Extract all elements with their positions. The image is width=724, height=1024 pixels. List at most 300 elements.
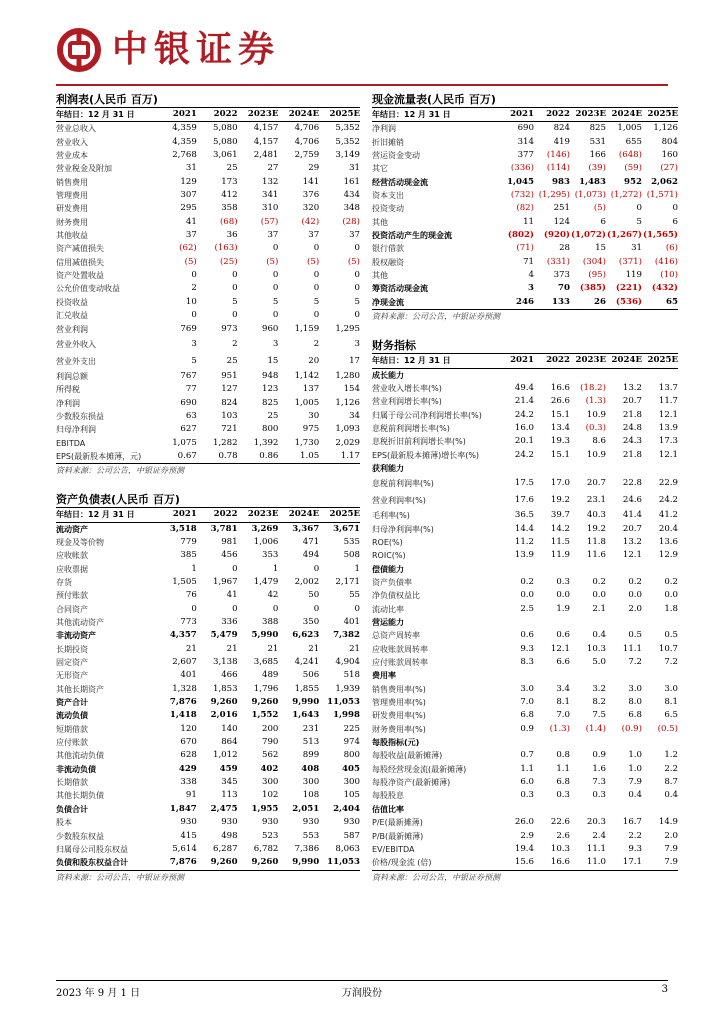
table-row bbox=[372, 269, 678, 282]
value-cell: 4,904 bbox=[335, 657, 360, 668]
row-label: 信用减值损失 bbox=[56, 257, 104, 267]
table-row bbox=[56, 669, 360, 682]
row-label: 息税前利润率(%) bbox=[372, 479, 434, 489]
value-cell: 2,768 bbox=[172, 150, 197, 161]
value-cell: 535 bbox=[343, 536, 360, 547]
row-label: 价格/现金流 (倍) bbox=[372, 856, 498, 870]
value-cell: 1,295 bbox=[335, 323, 360, 334]
value-cell: 24.2 bbox=[514, 449, 534, 460]
value-cell: 42 bbox=[267, 590, 279, 601]
value-cell: 9,990 bbox=[278, 856, 319, 870]
row-label: 归母净利润率(%) bbox=[372, 524, 434, 534]
value-cell: 587 bbox=[343, 830, 360, 841]
value-cell: 19.2 bbox=[586, 523, 606, 534]
value-cell: 17.1 bbox=[606, 856, 642, 870]
table-row bbox=[56, 776, 360, 789]
value-cell: 6,287 bbox=[212, 843, 238, 854]
table-row bbox=[56, 353, 360, 370]
row-label: 公允价值变动收益 bbox=[56, 284, 120, 294]
value-cell: (802) bbox=[507, 230, 534, 241]
value-cell: 31 bbox=[631, 243, 642, 254]
value-cell: 70 bbox=[558, 283, 570, 294]
value-cell: (5) bbox=[347, 256, 360, 267]
value-cell: 123 bbox=[261, 384, 279, 395]
value-cell: (304) bbox=[582, 256, 606, 267]
value-cell: 11.6 bbox=[586, 550, 606, 561]
balance-sheet-table bbox=[56, 508, 360, 870]
value-cell: 3.0 bbox=[664, 683, 678, 694]
value-cell: 21.8 bbox=[622, 449, 642, 460]
table-row bbox=[372, 830, 678, 843]
value-cell: 434 bbox=[343, 190, 360, 201]
cash-flow-source-note: 资料来源：公司公告，中银证券预测 bbox=[372, 312, 500, 322]
header-year-cell: 2024E bbox=[606, 354, 642, 368]
value-cell: 12.1 bbox=[658, 449, 678, 460]
value-cell: 200 bbox=[261, 723, 279, 734]
value-cell: 975 bbox=[302, 424, 320, 435]
value-cell: 0.9 bbox=[592, 750, 606, 761]
value-cell: 7.9 bbox=[628, 777, 642, 788]
table-row bbox=[56, 589, 360, 602]
value-cell: 3,685 bbox=[253, 657, 279, 668]
value-cell: 8.6 bbox=[592, 436, 606, 447]
value-cell: 12.9 bbox=[658, 550, 678, 561]
value-cell: 300 bbox=[302, 777, 320, 788]
table-row bbox=[372, 242, 678, 255]
value-cell: 17.5 bbox=[514, 478, 534, 489]
value-cell: 173 bbox=[221, 176, 238, 187]
value-cell: 627 bbox=[180, 424, 197, 435]
value-cell: 0 bbox=[272, 310, 279, 321]
value-cell: 127 bbox=[221, 384, 238, 395]
value-cell: 690 bbox=[180, 397, 197, 408]
value-cell: 16.0 bbox=[514, 422, 534, 433]
row-label: 银行借款 bbox=[372, 244, 404, 254]
value-cell: 21 bbox=[349, 643, 360, 654]
value-cell bbox=[570, 616, 606, 629]
value-cell: 2.6 bbox=[556, 830, 570, 841]
value-cell: 22.9 bbox=[658, 478, 678, 489]
value-cell: 19.3 bbox=[550, 436, 570, 447]
value-cell: 864 bbox=[221, 737, 238, 748]
value-cell: 388 bbox=[261, 617, 279, 627]
value-cell: 5,614 bbox=[172, 843, 197, 854]
value-cell: 15 bbox=[267, 355, 279, 366]
value-cell: 8.2 bbox=[592, 697, 606, 708]
table-row bbox=[372, 523, 678, 536]
table-row bbox=[56, 563, 360, 576]
value-cell: 0 bbox=[232, 310, 238, 321]
value-cell: 5,352 bbox=[335, 136, 360, 147]
value-cell bbox=[606, 669, 642, 682]
value-cell: 6.0 bbox=[520, 777, 534, 788]
row-label: 少数股东损益 bbox=[56, 411, 104, 421]
value-cell: 20.7 bbox=[622, 523, 642, 534]
value-cell: 508 bbox=[343, 550, 360, 561]
value-cell bbox=[642, 616, 678, 629]
value-cell: 314 bbox=[517, 136, 534, 147]
table-row bbox=[56, 136, 360, 149]
value-cell: (1,571) bbox=[646, 190, 678, 201]
header-year-cell: 2022 bbox=[197, 108, 238, 122]
value-cell: 800 bbox=[261, 424, 279, 435]
value-cell: 4,359 bbox=[172, 123, 197, 134]
table-row bbox=[372, 256, 678, 269]
value-cell: 1,939 bbox=[335, 683, 360, 694]
value-cell: (1,267) bbox=[606, 230, 642, 241]
header-year-cell: 2022 bbox=[534, 354, 570, 368]
row-label: 非流动负债 bbox=[56, 764, 96, 774]
value-cell: 951 bbox=[221, 370, 238, 381]
value-cell: 295 bbox=[180, 203, 197, 214]
value-cell: 2,002 bbox=[294, 576, 320, 587]
value-cell: 22.8 bbox=[622, 478, 642, 489]
value-cell: 1.2 bbox=[664, 750, 678, 761]
value-cell: 2,029 bbox=[335, 437, 360, 448]
value-cell: 0.67 bbox=[156, 450, 197, 464]
row-label: 销售费用 bbox=[56, 177, 88, 187]
value-cell: 15.1 bbox=[550, 449, 570, 460]
value-cell: 1,418 bbox=[169, 710, 197, 721]
value-cell: (5) bbox=[184, 256, 197, 267]
value-cell: 12.1 bbox=[550, 643, 570, 654]
row-label: 销售费用率(%) bbox=[372, 684, 426, 694]
page-footer bbox=[56, 984, 668, 1000]
value-cell: 37 bbox=[267, 230, 279, 241]
value-cell: 7,382 bbox=[333, 630, 360, 641]
cash-flow-table bbox=[372, 108, 678, 310]
value-cell: 1,967 bbox=[212, 576, 238, 587]
value-cell: (336) bbox=[510, 163, 534, 174]
table-row bbox=[372, 656, 678, 669]
table-row bbox=[56, 536, 360, 549]
value-cell: (5) bbox=[266, 256, 279, 267]
value-cell bbox=[606, 368, 642, 382]
value-cell: 0.3 bbox=[592, 790, 606, 801]
value-cell: 20.7 bbox=[622, 396, 642, 407]
value-cell: 3.2 bbox=[592, 683, 606, 694]
value-cell: 34 bbox=[349, 410, 360, 421]
row-label: 应收账款周转率 bbox=[372, 644, 428, 654]
value-cell: 3 bbox=[354, 338, 360, 349]
table-row bbox=[56, 683, 360, 696]
value-cell bbox=[498, 803, 534, 816]
header-year-cell: 2023E bbox=[238, 108, 279, 122]
value-cell: 628 bbox=[180, 750, 197, 761]
value-cell: 13.2 bbox=[622, 536, 642, 547]
value-cell: 14.9 bbox=[658, 817, 678, 828]
value-cell: 20.7 bbox=[586, 478, 606, 489]
value-cell: 24.2 bbox=[514, 409, 534, 420]
value-cell: 4,706 bbox=[294, 123, 320, 134]
value-cell: 37 bbox=[185, 230, 197, 241]
value-cell: 40.3 bbox=[586, 510, 606, 521]
row-label: EPS(最新股本摊薄)增长率(%) bbox=[372, 450, 480, 460]
value-cell: 24.6 bbox=[622, 495, 642, 506]
row-label: 营业收入增长率(%) bbox=[372, 383, 442, 393]
value-cell: 166 bbox=[589, 150, 606, 161]
balance-source-note: 资料来源：公司公告，中银证券预测 bbox=[56, 872, 184, 882]
value-cell: 930 bbox=[180, 817, 197, 828]
table-row bbox=[56, 789, 360, 802]
value-cell: 930 bbox=[302, 817, 320, 828]
value-cell bbox=[606, 736, 642, 749]
value-cell: 11.8 bbox=[586, 536, 606, 547]
value-cell: 983 bbox=[552, 176, 570, 187]
value-cell: 6,623 bbox=[292, 630, 320, 641]
value-cell: 2.0 bbox=[664, 830, 678, 841]
value-cell: 1,392 bbox=[253, 437, 279, 448]
value-cell bbox=[606, 803, 642, 816]
value-cell: 824 bbox=[553, 123, 570, 134]
value-cell: 0 bbox=[272, 603, 279, 614]
table-row bbox=[56, 423, 360, 436]
row-label: 息税折旧前利润增长率(%) bbox=[372, 437, 466, 447]
value-cell: (71) bbox=[516, 243, 534, 254]
table-row bbox=[56, 549, 360, 562]
value-cell: 412 bbox=[221, 190, 238, 201]
row-label: 营业外收入 bbox=[56, 339, 96, 349]
footer-divider bbox=[56, 980, 668, 981]
value-cell: 19.4 bbox=[514, 843, 534, 854]
row-label: 股权融资 bbox=[372, 257, 404, 267]
row-label: 净现金流 bbox=[372, 296, 498, 310]
value-cell: 300 bbox=[343, 777, 360, 788]
row-label: 净利润 bbox=[372, 124, 396, 134]
value-cell: 1.0 bbox=[628, 750, 642, 761]
table-row bbox=[56, 763, 360, 776]
financial-ratios-table bbox=[372, 354, 678, 870]
value-cell: 1.05 bbox=[278, 450, 319, 464]
table-row bbox=[56, 576, 360, 589]
value-cell: 13.7 bbox=[658, 382, 678, 393]
value-cell bbox=[534, 736, 570, 749]
value-cell: 0.4 bbox=[592, 630, 606, 641]
value-cell: 12.1 bbox=[622, 550, 642, 561]
table-row bbox=[56, 323, 360, 336]
value-cell: 5 bbox=[354, 296, 360, 307]
value-cell: 37 bbox=[349, 230, 360, 241]
table-row bbox=[56, 282, 360, 295]
income-statement-table bbox=[56, 108, 360, 464]
value-cell: 358 bbox=[221, 203, 238, 214]
row-label: 应付账款周转率 bbox=[372, 658, 428, 668]
value-cell: 132 bbox=[261, 176, 279, 187]
table-row bbox=[372, 475, 678, 492]
value-cell: 225 bbox=[343, 723, 360, 734]
table-row bbox=[56, 856, 360, 870]
value-cell: 15 bbox=[595, 243, 606, 254]
value-cell: 405 bbox=[342, 763, 360, 774]
value-cell: (10) bbox=[660, 270, 678, 281]
table-row bbox=[56, 629, 360, 642]
right-column bbox=[372, 92, 678, 885]
value-cell bbox=[498, 616, 534, 629]
value-cell: 41 bbox=[185, 216, 197, 227]
value-cell: 1,796 bbox=[253, 683, 279, 694]
value-cell: 0 bbox=[272, 270, 279, 281]
value-cell: 1,012 bbox=[212, 750, 238, 761]
table-row bbox=[372, 162, 678, 175]
cash-flow-title: 现金流量表(人民币 百万) bbox=[372, 92, 678, 108]
value-cell: 251 bbox=[553, 203, 570, 214]
value-cell: 948 bbox=[261, 370, 279, 381]
value-cell: 13.9 bbox=[514, 550, 534, 561]
value-cell: 3 bbox=[272, 338, 279, 349]
value-cell: 825 bbox=[589, 123, 606, 134]
row-label: 净利润 bbox=[56, 398, 80, 408]
value-cell: 3 bbox=[191, 338, 197, 349]
header-year-cell: 2023E bbox=[238, 508, 279, 522]
header-label-cell: 年结日：12 月 31 日 bbox=[372, 108, 498, 122]
table-row bbox=[56, 709, 360, 722]
income-source-note: 资料来源：公司公告，中银证券预测 bbox=[56, 466, 184, 476]
table-row bbox=[372, 422, 678, 435]
value-cell: 3,138 bbox=[212, 657, 238, 668]
value-cell: 4,157 bbox=[253, 136, 279, 147]
row-label: 预付账款 bbox=[56, 591, 88, 601]
table-row bbox=[372, 368, 678, 382]
value-cell: 1,159 bbox=[294, 323, 320, 334]
value-cell: 105 bbox=[343, 790, 360, 801]
value-cell: 0 bbox=[232, 283, 238, 294]
value-cell: 12.1 bbox=[658, 409, 678, 420]
row-label: EPS(最新股本摊薄，元) bbox=[56, 450, 156, 464]
value-cell: 2.2 bbox=[664, 763, 678, 774]
value-cell: 119 bbox=[625, 270, 642, 281]
value-cell: 49.4 bbox=[514, 382, 534, 393]
value-cell: 5,080 bbox=[212, 123, 238, 134]
value-cell: 1.0 bbox=[628, 763, 642, 774]
value-cell bbox=[534, 462, 570, 475]
table-row bbox=[56, 723, 360, 736]
table-row bbox=[56, 122, 360, 136]
value-cell: 518 bbox=[343, 670, 360, 681]
row-label: 每股股息 bbox=[372, 791, 404, 801]
row-label: 每股净资产(最新摊薄) bbox=[372, 778, 451, 788]
value-cell: 2,171 bbox=[335, 576, 360, 587]
value-cell: 0 bbox=[232, 603, 238, 614]
value-cell: 0.8 bbox=[556, 750, 570, 761]
value-cell: 10.9 bbox=[586, 449, 606, 460]
row-label: 长期投资 bbox=[56, 644, 88, 654]
table-row bbox=[56, 749, 360, 762]
value-cell: 0 bbox=[232, 563, 238, 574]
value-cell: 1,280 bbox=[335, 370, 360, 381]
value-cell: 17.0 bbox=[550, 478, 570, 489]
value-cell: 0.78 bbox=[197, 450, 238, 464]
value-cell: 1.9 bbox=[556, 603, 570, 614]
table-row bbox=[372, 563, 678, 576]
value-cell: 9,260 bbox=[251, 697, 279, 708]
left-column bbox=[56, 92, 360, 885]
value-cell: 17.3 bbox=[658, 436, 678, 447]
value-cell bbox=[498, 563, 534, 576]
table-row bbox=[56, 162, 360, 175]
value-cell: 4,357 bbox=[169, 630, 197, 641]
table-row bbox=[56, 736, 360, 749]
row-label: 其他收益 bbox=[56, 231, 88, 241]
value-cell: 0 bbox=[313, 243, 320, 254]
row-label: 利润总额 bbox=[56, 371, 88, 381]
table-row bbox=[56, 410, 360, 423]
value-cell: (1,073) bbox=[574, 190, 606, 201]
value-cell: 16.6 bbox=[550, 382, 570, 393]
row-label: 少数股东权益 bbox=[56, 831, 104, 841]
value-cell: 25 bbox=[267, 410, 279, 421]
value-cell bbox=[534, 803, 570, 816]
row-label: 应收帐款 bbox=[56, 551, 88, 561]
value-cell bbox=[642, 462, 678, 475]
value-cell: 408 bbox=[301, 763, 320, 774]
table-row bbox=[56, 229, 360, 242]
value-cell: 50 bbox=[308, 590, 320, 601]
value-cell: 2.0 bbox=[628, 603, 642, 614]
row-label: 营业利润增长率(%) bbox=[372, 397, 442, 407]
value-cell: 1 bbox=[272, 563, 279, 574]
value-cell: 0.2 bbox=[664, 576, 678, 587]
value-cell: 690 bbox=[517, 123, 534, 134]
value-cell: 26.6 bbox=[550, 396, 570, 407]
value-cell: 2,051 bbox=[292, 803, 320, 814]
value-cell: 1,005 bbox=[294, 397, 320, 408]
value-cell: 6.5 bbox=[664, 710, 678, 721]
value-cell bbox=[642, 368, 678, 382]
value-cell: 0.7 bbox=[520, 750, 534, 761]
row-label: 总资产周转率 bbox=[372, 631, 420, 641]
value-cell: 2.5 bbox=[520, 603, 534, 614]
value-cell: 3.0 bbox=[628, 683, 642, 694]
row-label: 应付账款 bbox=[56, 738, 88, 748]
row-label: 偿债能力 bbox=[372, 564, 404, 574]
row-label: 费用率 bbox=[372, 671, 396, 681]
value-cell: 10.3 bbox=[586, 643, 606, 654]
value-cell: 3,367 bbox=[292, 523, 320, 534]
value-cell: (25) bbox=[219, 256, 238, 267]
report-header bbox=[56, 24, 280, 76]
value-cell: 2,404 bbox=[333, 803, 360, 814]
value-cell: 6.8 bbox=[556, 777, 570, 788]
bank-of-china-logo-icon bbox=[56, 27, 102, 73]
value-cell: 1,483 bbox=[579, 176, 606, 187]
row-label: 存货 bbox=[56, 577, 72, 587]
header-label-cell: 年结日：12 月 31 日 bbox=[56, 108, 156, 122]
table-row bbox=[56, 816, 360, 829]
value-cell bbox=[570, 563, 606, 576]
value-cell: 161 bbox=[343, 176, 360, 187]
value-cell: 1,955 bbox=[251, 803, 279, 814]
row-label: 营业利润 bbox=[56, 324, 88, 334]
value-cell: 0.9 bbox=[520, 723, 534, 734]
value-cell: 3,149 bbox=[335, 150, 360, 161]
row-label: 其他流动资产 bbox=[56, 618, 104, 627]
value-cell: 71 bbox=[523, 256, 534, 267]
value-cell: 0.0 bbox=[664, 590, 678, 601]
row-label: 成长能力 bbox=[372, 370, 404, 380]
table-row bbox=[372, 176, 678, 189]
value-cell: 0 bbox=[272, 283, 279, 294]
table-row bbox=[372, 296, 678, 310]
value-cell: (59) bbox=[624, 163, 642, 174]
value-cell bbox=[498, 368, 534, 382]
value-cell bbox=[606, 462, 642, 475]
value-cell: 1,479 bbox=[253, 576, 279, 587]
value-cell: 1,126 bbox=[335, 397, 360, 408]
value-cell: 31 bbox=[349, 163, 360, 174]
value-cell: 37 bbox=[308, 230, 320, 241]
value-cell: (1,565) bbox=[642, 230, 678, 241]
value-cell: 30 bbox=[308, 410, 320, 421]
